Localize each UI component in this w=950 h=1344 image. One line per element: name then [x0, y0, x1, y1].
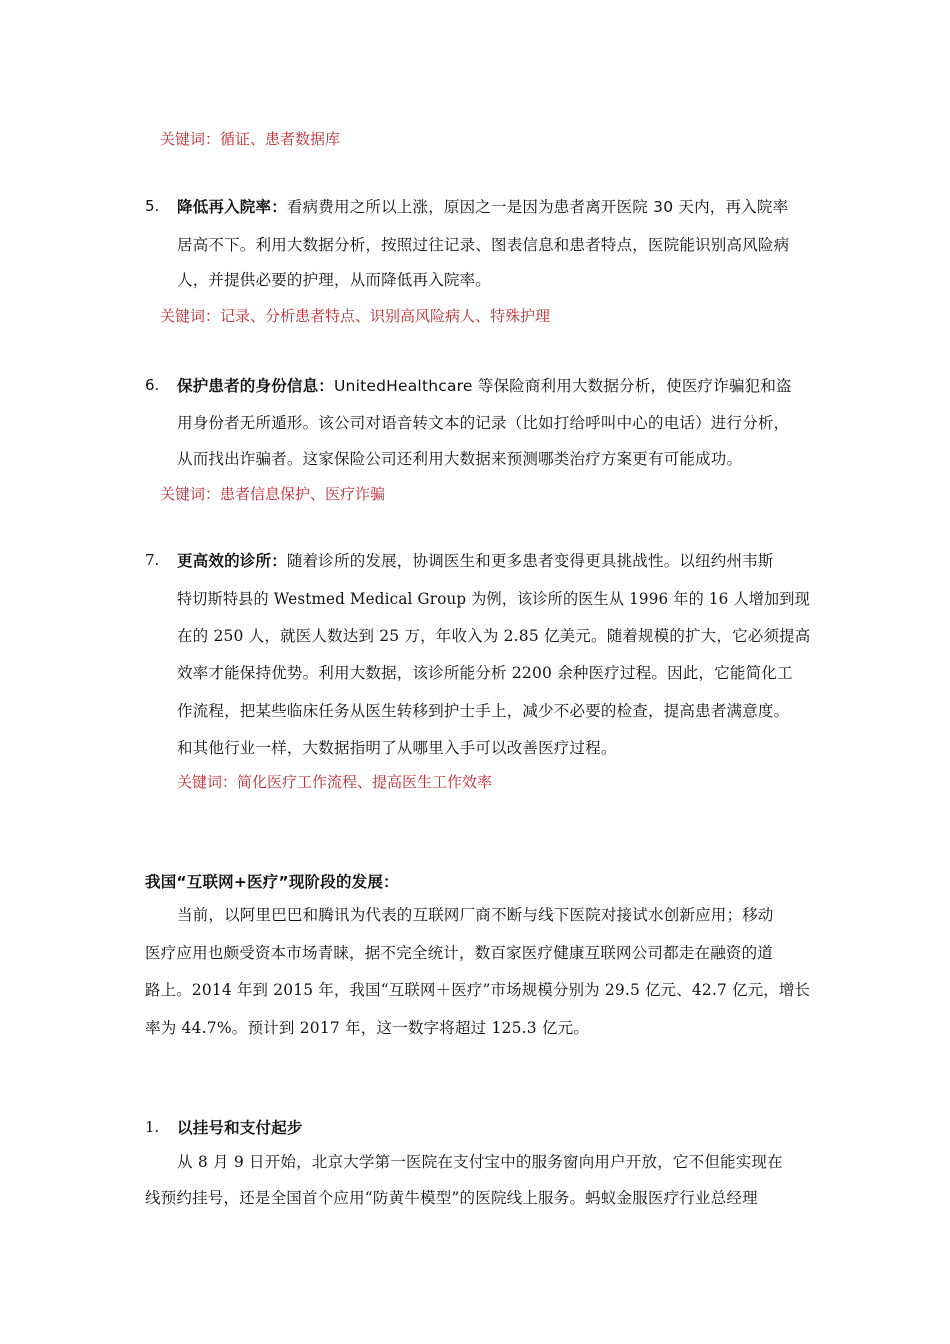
section-para-line-4: 率为 44.7%。预计到 2017 年，这一数字将超过 125.3 亿元。: [145, 1019, 590, 1037]
item-6-line-2: 用身份者无所遁形。该公司对语音转文本的记录（比如打给呼叫中心的电话）进行分析，: [177, 414, 790, 432]
item-7-line-1: [177, 549, 774, 571]
item-7-line-3: 在的 250 人，就医人数达到 25 万，年收入为 2.85 亿美元。随着规模的扩大，它必须提高: [177, 627, 811, 645]
item-5-line-1: [177, 195, 788, 217]
keyword-line-6: 关键词：患者信息保护、医疗诈骗: [160, 485, 386, 503]
keyword-line-4: 关键词：循证、患者数据库: [160, 130, 341, 148]
item-7-line-6: 和其他行业一样，大数据指明了从哪里入手可以改善医疗过程。: [177, 739, 617, 757]
item-6-title: 保护患者的身份信息：: [177, 377, 335, 395]
item-7-line-4: 效率才能保持优势。利用大数据，该诊所能分析 2200 余种医疗过程。因此，它能简化工: [177, 664, 793, 682]
section-para-line-3: 路上。2014 年到 2015 年，我国“互联网＋医疗”市场规模分别为 29.5 亿元、42.7 亿元，增长: [145, 981, 811, 999]
section-para-line-2: 医疗应用也颇受资本市场青睐，据不完全统计，数百家医疗健康互联网公司都走在融资的道: [145, 944, 774, 962]
item-5-line-2: 居高不下。利用大数据分析，按照过往记录、图表信息和患者特点，医院能识别高风险病: [177, 236, 790, 254]
item-7-line-5: 作流程，把某些临床任务从医生转移到护士手上，减少不必要的检查，提高患者满意度。: [177, 702, 790, 720]
item-5-title: 降低再入院率：: [177, 198, 287, 216]
item-6-line-1: [177, 374, 792, 396]
item-5-text-1: 看病费用之所以上涨，原因之一是因为患者离开医院 30 天内，再入院率: [286, 198, 789, 216]
item-5-line-3: 人，并提供必要的护理，从而降低再入院率。: [177, 271, 492, 289]
sub-1-line-2: 线预约挂号，还是全国首个应用“防黄牛模型”的医院线上服务。蚂蚁金服医疗行业总经理: [145, 1189, 758, 1207]
keyword-line-7: 关键词：简化医疗工作流程、提高医生工作效率: [177, 773, 493, 791]
sub-1-number: 1.: [145, 1118, 160, 1136]
sub-1-title: 以挂号和支付起步: [177, 1119, 303, 1137]
sub-1-line-1: 从 8 月 9 日开始，北京大学第一医院在支付宝中的服务窗向用户开放，它不但能实现在: [177, 1153, 783, 1171]
item-7-line-2: 特切斯特县的 Westmed Medical Group 为例，该诊所的医生从 1996 年的 16 人增加到现: [177, 590, 810, 608]
item-7-number: 7.: [145, 551, 160, 569]
item-6-text-1: UnitedHealthcare 等保险商利用大数据分析，使医疗诈骗犯和盗: [334, 377, 792, 395]
item-7-text-1: 随着诊所的发展，协调医生和更多患者变得更具挑战性。以纽约州韦斯: [286, 552, 774, 570]
section-heading: 我国“互联网+医疗”现阶段的发展：: [145, 873, 399, 891]
item-7-title: 更高效的诊所：: [177, 552, 287, 570]
section-para-line-1: 当前，以阿里巴巴和腾讯为代表的互联网厂商不断与线下医院对接试水创新应用；移动: [177, 906, 774, 924]
item-6-line-3: 从而找出诈骗者。这家保险公司还利用大数据来预测哪类治疗方案更有可能成功。: [177, 450, 743, 468]
item-6-number: 6.: [145, 376, 160, 394]
keyword-line-5: 关键词：记录、分析患者特点、识别高风险病人、特殊护理: [160, 307, 551, 325]
item-5-number: 5.: [145, 197, 160, 215]
